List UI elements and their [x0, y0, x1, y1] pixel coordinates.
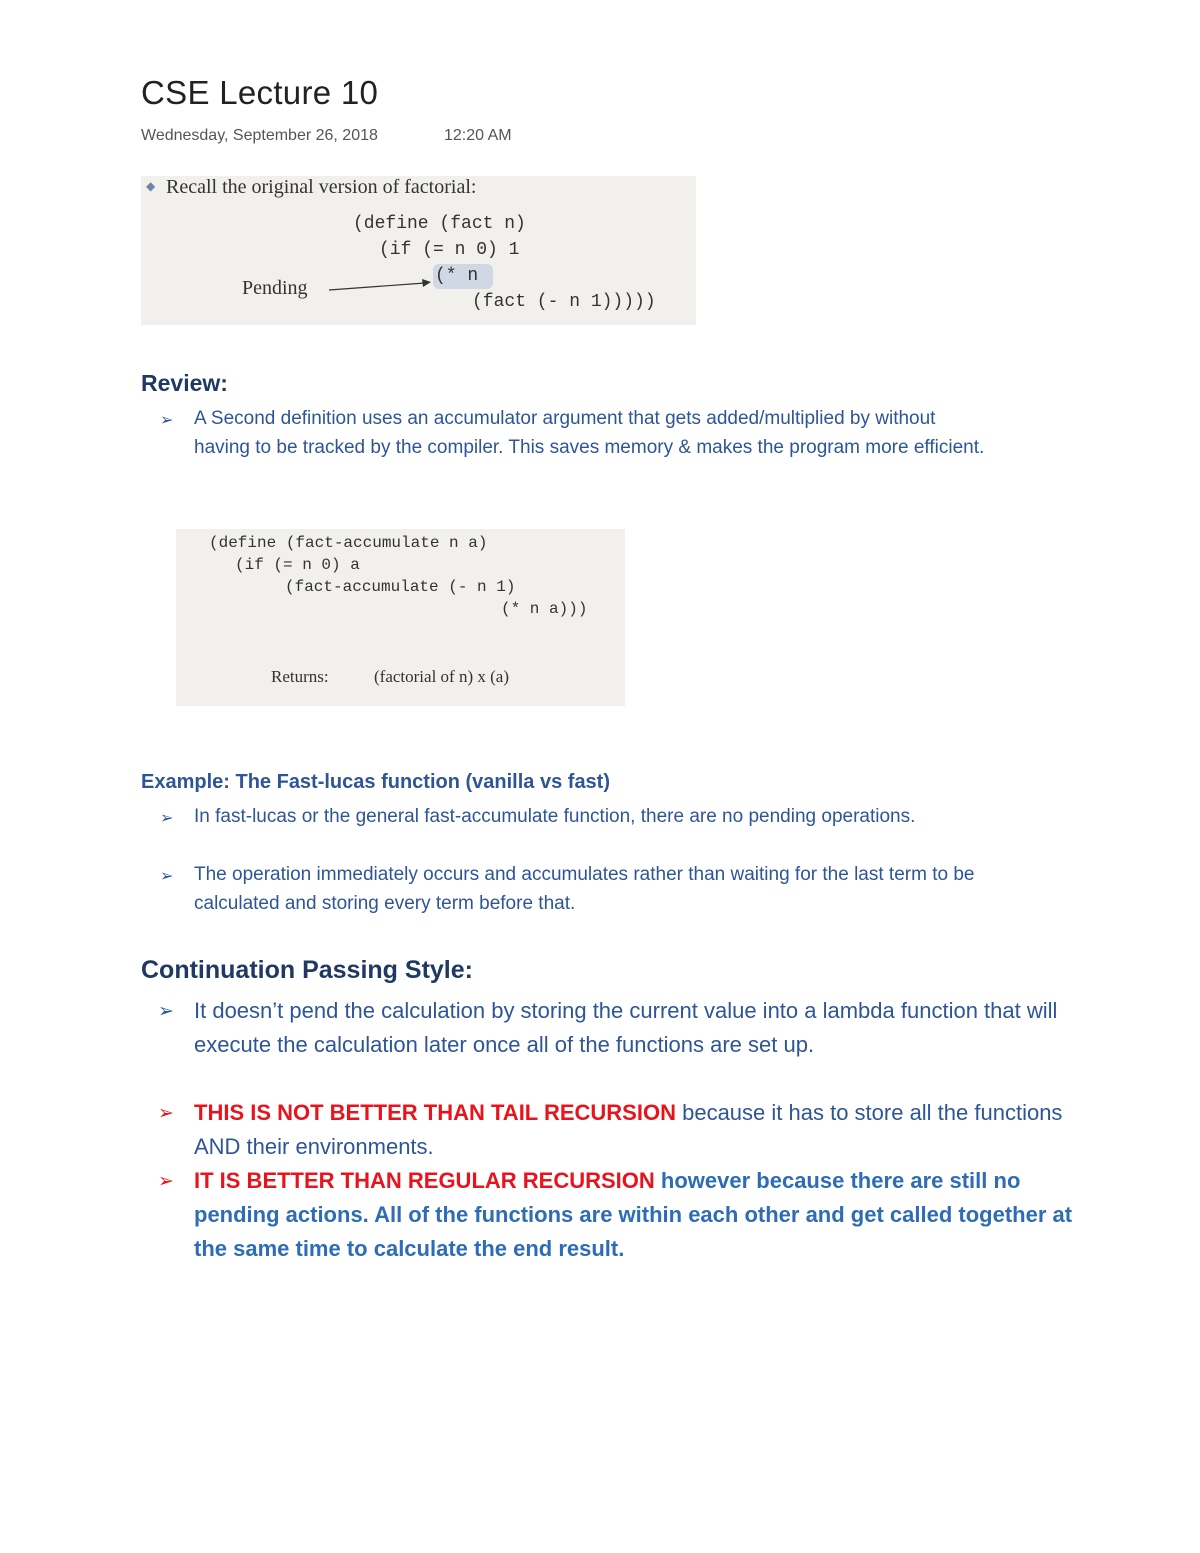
note-date: Wednesday, September 26, 2018 [141, 127, 378, 144]
list-item-text: The operation immediately occurs and accumulates rather than waiting for the last term to be calculated and storing every term before that. [194, 864, 975, 914]
arrowhead-bullet-icon: ➢ [158, 1102, 174, 1124]
item-rest-text: however because there are still no pending actions. All of the functions are within each other and get called together at the same time to calculate the end result. [194, 1168, 1073, 1261]
code-line: (define (fact-accumulate n a) [209, 534, 488, 552]
cps-heading: Continuation Passing Style: [141, 956, 473, 984]
emphasis-text: IT IS BETTER THAN REGULAR RECURSION [194, 1168, 655, 1193]
fact-accumulate-code-image [176, 529, 625, 706]
review-heading: Review: [141, 370, 228, 396]
code-line: (if (= n 0) a [235, 556, 360, 574]
pending-arrow-icon [327, 276, 437, 296]
pending-label: Pending [242, 277, 308, 299]
emphasis-text: THIS IS NOT BETTER THAN TAIL RECURSION [194, 1100, 676, 1125]
code-line: (if (= n 0) 1 [379, 240, 520, 260]
arrowhead-bullet-icon: ➢ [160, 866, 174, 885]
list-item-text: It doesn’t pend the calculation by storing the current value into a lambda function that will execute the calculation later once all of the functions are set up. [194, 998, 1058, 1057]
factorial-code-image [141, 176, 696, 325]
item-rest-text: because it has to store all the functions AND their environments. [194, 1100, 1063, 1159]
returns-expression: (factorial of n) x (a) [374, 667, 509, 686]
code-line: (fact-accumulate (- n 1) [285, 578, 516, 596]
code-line: (fact (- n 1))))) [472, 292, 656, 312]
arrowhead-bullet-icon: ➢ [158, 1170, 174, 1192]
code-line: (* n a))) [501, 600, 588, 618]
list-item-text: A Second definition uses an accumulator argument that gets added/multiplied by without having to be tracked by the compiler. This saves memory & makes the program more efficient. [194, 408, 985, 458]
note-time: 12:20 AM [444, 127, 512, 144]
arrowhead-bullet-icon: ➢ [160, 808, 174, 827]
returns-label: Returns: [271, 667, 329, 686]
snippet-heading: Recall the original version of factorial: [166, 176, 477, 198]
code-line: (* n [435, 266, 479, 286]
page-title: CSE Lecture 10 [141, 74, 379, 111]
arrowhead-bullet-icon: ➢ [158, 1000, 174, 1022]
code-line: (define (fact n) [353, 214, 526, 234]
example-heading: Example: The Fast-lucas function (vanilla vs fast) [141, 771, 611, 793]
list-item-text: In fast-lucas or the general fast-accumulate function, there are no pending operations. [194, 806, 916, 827]
diamond-bullet-icon: ◆ [146, 179, 156, 193]
list-item-text [194, 1164, 1074, 1266]
arrowhead-bullet-icon: ➢ [160, 410, 174, 429]
list-item-text [194, 1096, 1074, 1164]
